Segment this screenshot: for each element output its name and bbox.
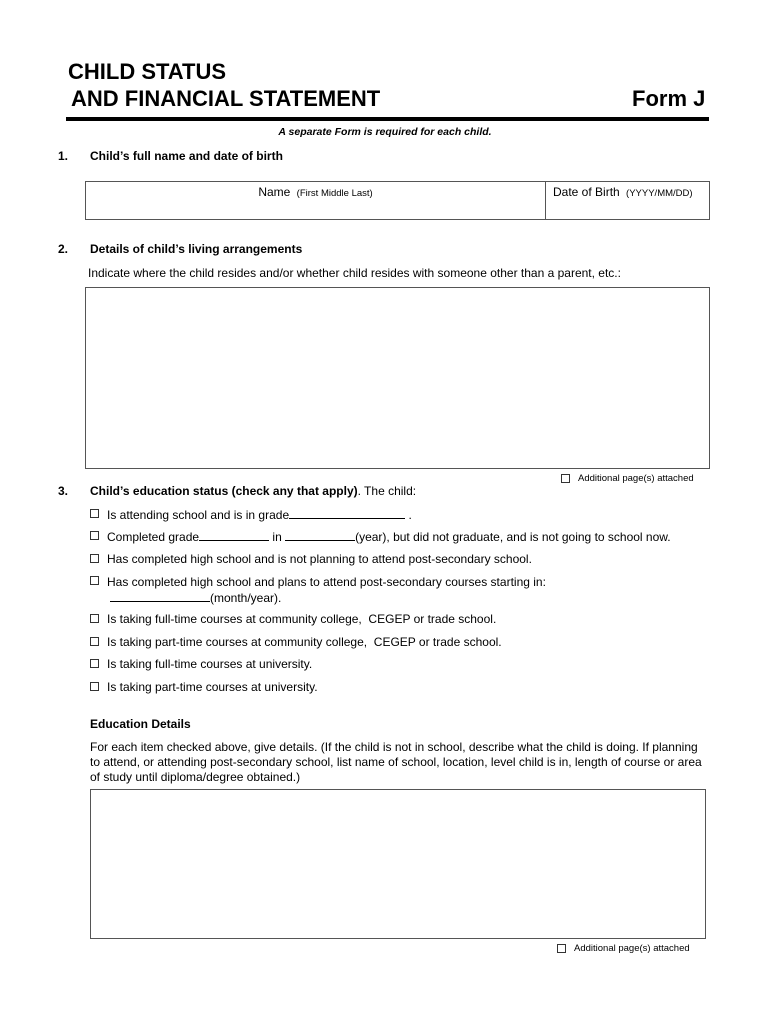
option-2-checkbox[interactable] xyxy=(90,531,99,540)
option-4-checkbox[interactable] xyxy=(90,576,99,585)
section-3-heading-suffix: . The child: xyxy=(357,484,417,498)
name-hint: (First Middle Last) xyxy=(296,188,373,199)
name-label: Name xyxy=(258,185,291,199)
section-1-heading: Child’s full name and date of birth xyxy=(90,149,283,163)
option-3-checkbox[interactable] xyxy=(90,554,99,563)
section-3-heading-text: Child’s education status (check any that apply) xyxy=(90,484,358,498)
section-2-number: 2. xyxy=(58,242,69,256)
section-3-attached xyxy=(557,943,690,954)
form-label: Form J xyxy=(632,86,706,111)
section-2-attached-checkbox[interactable] xyxy=(561,474,570,483)
option-6-label: Is taking part-time courses at community college, CEGEP or trade school. xyxy=(107,635,502,649)
education-details-textarea[interactable] xyxy=(90,789,706,939)
option-parttime-university xyxy=(90,680,318,694)
header-rule xyxy=(66,117,709,121)
option-2-suffix: (year), but did not graduate, and is not going to school now. xyxy=(355,530,671,544)
option-completed-grade xyxy=(90,529,671,544)
option-7-checkbox[interactable] xyxy=(90,659,99,668)
dob-hint: (YYYY/MM/DD) xyxy=(626,188,693,199)
month-year-blank[interactable] xyxy=(110,590,210,602)
section-2-attached xyxy=(561,473,694,484)
option-completed-high-school-no-post xyxy=(90,552,532,566)
dob-label: Date of Birth xyxy=(553,185,620,199)
option-5-label: Is taking full-time courses at community college, CEGEP or trade school. xyxy=(107,612,497,626)
title-line-1: CHILD STATUS xyxy=(68,59,227,84)
section-2-attached-label: Additional page(s) attached xyxy=(578,473,694,484)
option-1-label: Is attending school and is in grade xyxy=(107,508,290,522)
option-6-checkbox[interactable] xyxy=(90,637,99,646)
option-parttime-college xyxy=(90,635,502,649)
option-attending-school xyxy=(90,507,412,522)
option-1-suffix: . xyxy=(405,508,412,522)
completed-year-blank[interactable] xyxy=(285,529,355,541)
option-7-label: Is taking full-time courses at university. xyxy=(107,657,313,671)
option-fulltime-university xyxy=(90,657,312,671)
section-3-attached-label: Additional page(s) attached xyxy=(574,943,690,954)
section-3-heading xyxy=(90,484,416,498)
option-2-in: in xyxy=(269,530,286,544)
option-8-checkbox[interactable] xyxy=(90,682,99,691)
section-2-heading: Details of child’s living arrangements xyxy=(90,242,303,256)
grade-blank[interactable] xyxy=(289,507,405,519)
education-details-instruction: For each item checked above, give details. (If the child is not in school, describe what the child is doing. If planning to attend, or attending post-secondary school, list name of school, location, level child is in, length of course or area of study until diploma/degree obtained.) xyxy=(90,740,702,784)
option-completed-high-school-plans-post xyxy=(90,574,546,606)
option-4-suffix: (month/year). xyxy=(210,591,282,605)
education-details-heading: Education Details xyxy=(90,717,191,731)
option-2-label: Completed grade xyxy=(107,530,200,544)
option-1-checkbox[interactable] xyxy=(90,509,99,518)
section-3-attached-checkbox[interactable] xyxy=(557,944,566,953)
living-arrangements-textarea[interactable] xyxy=(85,287,710,469)
dob-cell[interactable] xyxy=(546,182,709,219)
option-8-label: Is taking part-time courses at university. xyxy=(107,680,318,694)
option-3-label: Has completed high school and is not planning to attend post-secondary school. xyxy=(107,552,532,566)
section-3-number: 3. xyxy=(58,484,69,498)
option-4-label: Has completed high school and plans to attend post-secondary courses starting in: xyxy=(107,575,546,589)
title-line-2: AND FINANCIAL STATEMENT xyxy=(71,86,381,111)
completed-grade-blank[interactable] xyxy=(199,529,269,541)
section-2-instruction: Indicate where the child resides and/or whether child resides with someone other than a parent, etc.: xyxy=(88,266,621,280)
option-fulltime-college xyxy=(90,612,496,626)
name-cell[interactable] xyxy=(86,182,546,219)
form-subtitle: A separate Form is required for each child. xyxy=(278,126,492,138)
option-5-checkbox[interactable] xyxy=(90,614,99,623)
name-dob-table xyxy=(85,181,710,220)
section-1-number: 1. xyxy=(58,149,69,163)
